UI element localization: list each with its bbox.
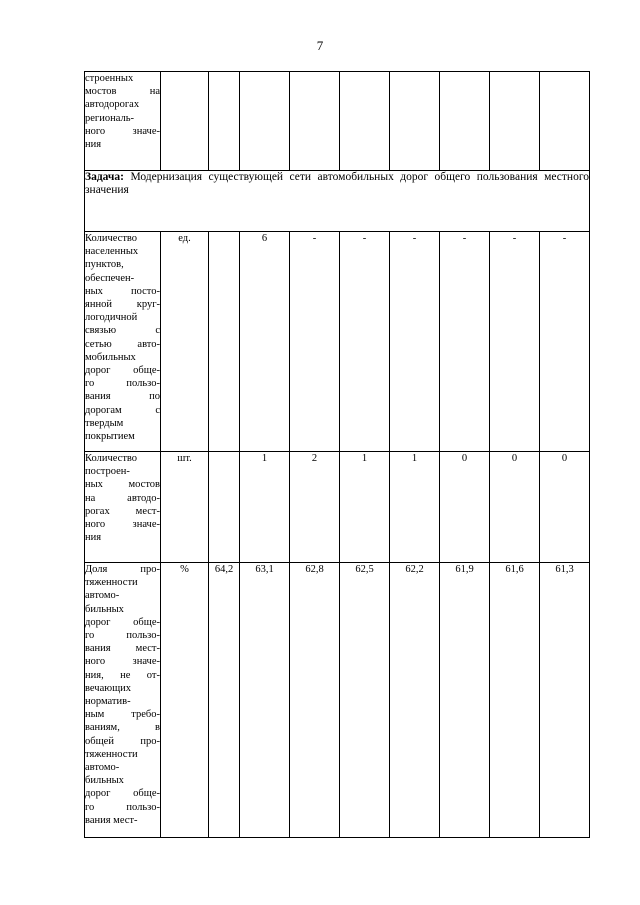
value-cell: 0 xyxy=(490,452,540,563)
label-line: покрытием xyxy=(85,431,135,443)
value-cell: 1 xyxy=(340,452,390,563)
label-line: вания мест- xyxy=(85,814,138,826)
label-line: рогах мест- xyxy=(85,505,160,517)
label-line: на автодо- xyxy=(85,492,160,504)
value-cell: 63,1 xyxy=(240,563,290,838)
value-cell: 61,6 xyxy=(490,563,540,838)
value-cell: 0 xyxy=(540,452,590,563)
value-cell: - xyxy=(390,232,440,452)
label-line: дорог обще- xyxy=(85,365,160,377)
label-line: региональ- xyxy=(85,112,134,124)
label-line: населенных xyxy=(85,246,139,258)
value-cell: 61,9 xyxy=(440,563,490,838)
label-line: ния xyxy=(85,139,102,151)
label-line: дорог обще- xyxy=(85,788,160,800)
label-line: го пользо- xyxy=(85,630,160,642)
label-line: ния, не от- xyxy=(85,669,160,681)
label-line: го пользо- xyxy=(85,378,160,390)
value-cell: 2 xyxy=(290,452,340,563)
label-line: тяженности xyxy=(85,577,138,589)
label-line: вания мест- xyxy=(85,643,160,655)
value-cell: 1 xyxy=(390,452,440,563)
value-cell: 6 xyxy=(240,232,290,452)
indicator-label xyxy=(85,452,161,563)
label-line: автодорогах xyxy=(85,99,140,111)
label-line: Количество xyxy=(85,233,138,244)
label-line: Количество xyxy=(85,453,138,464)
label-line: обеспечен- xyxy=(85,272,135,284)
label-line: вечающих xyxy=(85,682,132,694)
task-text: Модернизация существующей сети автомобильных дорог общего пользования местного значения xyxy=(85,171,589,197)
label-line: ваниям, в xyxy=(85,722,160,734)
task-row xyxy=(85,171,590,232)
label-line: связью с xyxy=(85,325,160,337)
value-cell: 62,8 xyxy=(290,563,340,838)
label-line: ния xyxy=(85,532,102,544)
label-line: дорогам с xyxy=(85,404,160,416)
value-cell: 62,5 xyxy=(340,563,390,838)
value-cell: 0 xyxy=(440,452,490,563)
label-line: бильных xyxy=(85,603,124,615)
table-row xyxy=(85,72,590,171)
table-row xyxy=(85,232,590,452)
label-line: ных посто- xyxy=(85,285,160,297)
label-line: автомо- xyxy=(85,762,120,774)
page-number: 7 xyxy=(316,38,324,53)
value-cell: 61,3 xyxy=(540,563,590,838)
table-row xyxy=(85,563,590,838)
indicator-label xyxy=(85,72,161,171)
unit-cell: ед. xyxy=(161,232,209,452)
label-line: логодичной xyxy=(85,312,138,324)
label-line: ного значе- xyxy=(85,125,160,137)
value-cell xyxy=(209,452,240,563)
value-cell: 62,2 xyxy=(390,563,440,838)
value-cell: 64,2 xyxy=(209,563,240,838)
label-line: Доля про- xyxy=(85,564,160,575)
label-line: строенных xyxy=(85,73,134,84)
unit-cell: % xyxy=(161,563,209,838)
indicator-label xyxy=(85,232,161,452)
table-row xyxy=(85,452,590,563)
label-line: ного значе- xyxy=(85,656,160,668)
label-line: бильных xyxy=(85,775,124,787)
label-line: мостов на xyxy=(85,86,160,98)
label-line: вания по xyxy=(85,391,160,403)
label-line: мобильных xyxy=(85,351,136,363)
value-cell: - xyxy=(540,232,590,452)
value-cell: 1 xyxy=(240,452,290,563)
task-cell xyxy=(85,171,590,232)
label-line: ных мостов xyxy=(85,479,160,491)
value-cell: - xyxy=(290,232,340,452)
value-cell: - xyxy=(490,232,540,452)
label-line: твердым xyxy=(85,417,124,429)
label-line: ного значе- xyxy=(85,519,160,531)
label-line: дорог обще- xyxy=(85,616,160,628)
value-cell: - xyxy=(440,232,490,452)
value-cell: - xyxy=(340,232,390,452)
unit-cell: шт. xyxy=(161,452,209,563)
label-line: ным требо- xyxy=(85,709,160,721)
label-line: пунктов, xyxy=(85,259,124,271)
label-line: автомо- xyxy=(85,590,120,602)
label-line: го пользо- xyxy=(85,801,160,813)
value-cell xyxy=(209,232,240,452)
label-line: тяженности xyxy=(85,748,138,760)
indicator-label xyxy=(85,563,161,838)
label-line: норматив- xyxy=(85,696,131,708)
task-prefix: Задача: xyxy=(85,171,124,183)
label-line: построен- xyxy=(85,466,130,478)
label-line: общей про- xyxy=(85,735,160,747)
label-line: янной круг- xyxy=(85,299,160,311)
indicators-table xyxy=(84,71,590,838)
label-line: сетью авто- xyxy=(85,338,160,350)
